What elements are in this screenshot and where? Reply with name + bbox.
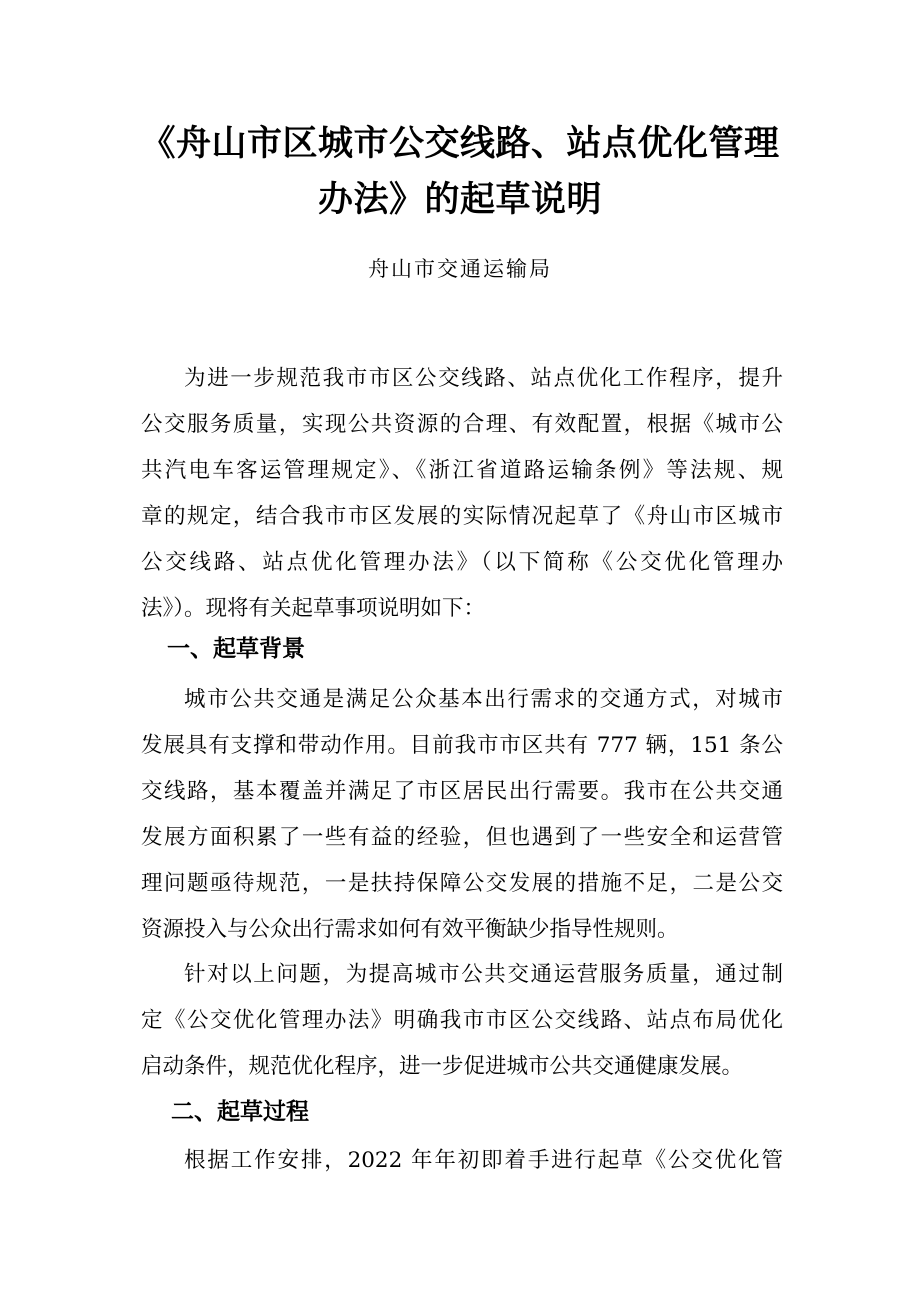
section-heading-process: 二、起草过程 [171, 1099, 309, 1125]
document-author: 舟山市交通运输局 [368, 257, 552, 281]
intro-line: 共汽电车客运管理规定》、《浙江省道路运输条例》等法规、规 [141, 458, 783, 483]
intro-line: 公交线路、站点优化管理办法》（以下简称《公交优化管理办 [141, 550, 783, 575]
paragraph-line: 启动条件，规范优化程序，进一步促进城市公共交通健康发展。 [141, 1054, 744, 1079]
paragraph-line: 根据工作安排，2022 年年初即着手进行起草《公交优化管 [184, 1148, 783, 1173]
document-title-line-1: 《舟山市区城市公交线路、站点优化管理 [140, 124, 780, 164]
paragraph-line: 发展具有支撑和带动作用。目前我市市区共有 777 辆，151 条公 [141, 733, 783, 758]
section-heading-background: 一、起草背景 [167, 636, 305, 662]
intro-line: 为进一步规范我市市区公交线路、站点优化工作程序，提升 [184, 366, 783, 391]
intro-line: 公交服务质量，实现公共资源的合理、有效配置，根据《城市公 [141, 412, 783, 437]
intro-paragraph [141, 356, 783, 632]
background-paragraph-1 [141, 677, 783, 953]
intro-line: 章的规定，结合我市市区发展的实际情况起草了《舟山市区城市 [141, 504, 783, 529]
paragraph-line: 定《公交优化管理办法》明确我市市区公交线路、站点布局优化 [141, 1008, 783, 1033]
paragraph-line: 资源投入与公众出行需求如何有效平衡缺少指导性规则。 [141, 917, 679, 942]
paragraph-line: 交线路，基本覆盖并满足了市区居民出行需要。我市在公共交通 [141, 779, 783, 804]
document-title-line-2: 办法》的起草说明 [317, 180, 602, 220]
paragraph-line: 城市公共交通是满足公众基本出行需求的交通方式，对城市 [184, 687, 783, 712]
paragraph-line: 理问题亟待规范，一是扶持保障公交发展的措施不足，二是公交 [141, 871, 783, 896]
process-paragraph-1 [141, 1138, 783, 1184]
background-paragraph-2 [141, 952, 783, 1090]
intro-line: 法》）。现将有关起草事项说明如下： [141, 596, 486, 621]
paragraph-line: 发展方面积累了一些有益的经验，但也遇到了一些安全和运营管 [141, 825, 783, 850]
paragraph-line: 针对以上问题，为提高城市公共交通运营服务质量，通过制 [184, 962, 783, 987]
